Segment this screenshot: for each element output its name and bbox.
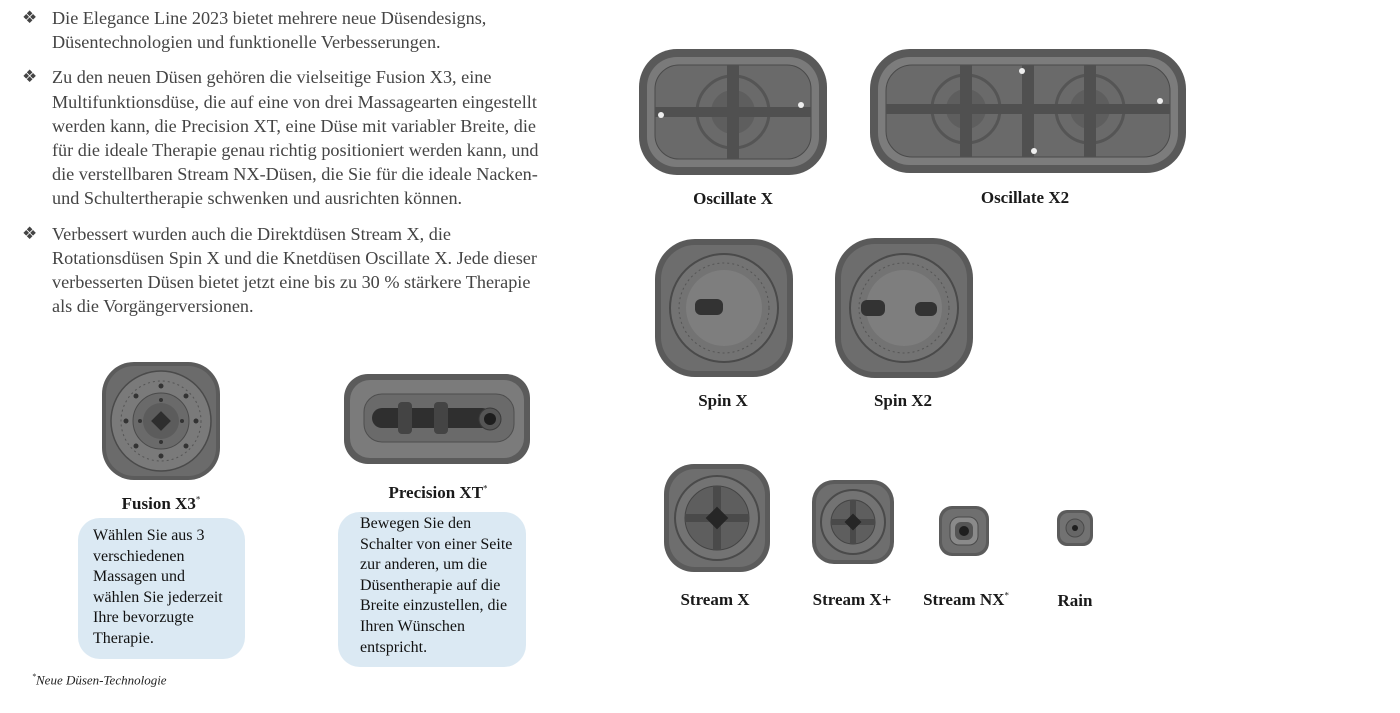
stream-nx-caption: Stream NX* (923, 590, 1009, 609)
fusion-x3-jet-image (100, 360, 222, 482)
spin-x2-jet-image (833, 236, 975, 380)
bullet-text: Verbessert wurden auch die Direktdüsen Stream X, die Rotationsdüsen Spin X und die Knetdüsen Oscillate X. Jede dieser verbesserten Düsen bietet jetzt eine bis zu 30 % stärkere Therapie als die Vorgängerversionen. (52, 223, 537, 317)
four-diamond-bullet-icon: ❖ (22, 8, 38, 27)
precision-xt-caption: Precision XT* (388, 483, 488, 502)
bullet-item (22, 65, 542, 210)
oscillate-x2-caption: Oscillate X2 (980, 188, 1070, 207)
precision-xt-jet-image (342, 372, 532, 466)
footnote: *Neue Düsen-Technologie (32, 672, 167, 688)
bullet-text: Die Elegance Line 2023 bietet mehrere neue Düsendesigns, Düsentechnologien und funktionelle Verbesserungen. (52, 8, 487, 53)
spin-x-jet-image (653, 237, 795, 379)
rain-caption: Rain (1057, 591, 1093, 610)
precision-xt-description-box (338, 512, 526, 667)
oscillate-x-jet-image (637, 47, 829, 177)
spin-x2-caption: Spin X2 (873, 391, 933, 410)
bullet-text: Zu den neuen Düsen gehören die vielseitige Fusion X3, eine Multifunktionsdüse, die auf eine von drei Massagearten eingestellt werden kann, die Precision XT, eine Düse mit variabler Breite, die für die ideale Therapie genau richtig positioniert werden kann, und die verstellbaren Stream NX-Düsen, die Sie für die ideale Nacken- und Schultertherapie schwenken und ausrichten können. (52, 67, 539, 209)
oscillate-x-caption: Oscillate X (693, 189, 773, 208)
four-diamond-bullet-icon: ❖ (22, 67, 38, 87)
bullet-item (22, 222, 542, 319)
stream-x-plus-jet-image (810, 478, 896, 566)
fusion-x3-description: Wählen Sie aus 3 verschiedenen Massagen und wählen Sie jederzeit Ihre bevorzugte Therapie. (93, 527, 223, 647)
stream-x-plus-caption: Stream X+ (812, 590, 892, 609)
fusion-x3-caption: Fusion X3* (121, 494, 201, 513)
four-diamond-bullet-icon: ❖ (22, 223, 38, 243)
rain-jet-image (1056, 509, 1094, 547)
oscillate-x2-jet-image (868, 47, 1188, 175)
precision-xt-description: Bewegen Sie den Schalter von einer Seite zur anderen, um die Düsentherapie auf die Breite einzustellen, die Ihren Wünschen entspricht. (360, 515, 513, 656)
stream-nx-jet-image (938, 505, 990, 557)
feature-bullet-list (22, 6, 542, 329)
bullet-item (22, 6, 542, 54)
fusion-x3-description-box (78, 518, 245, 659)
spin-x-caption: Spin X (698, 391, 748, 410)
stream-x-caption: Stream X (680, 590, 750, 609)
stream-x-jet-image (662, 462, 772, 574)
